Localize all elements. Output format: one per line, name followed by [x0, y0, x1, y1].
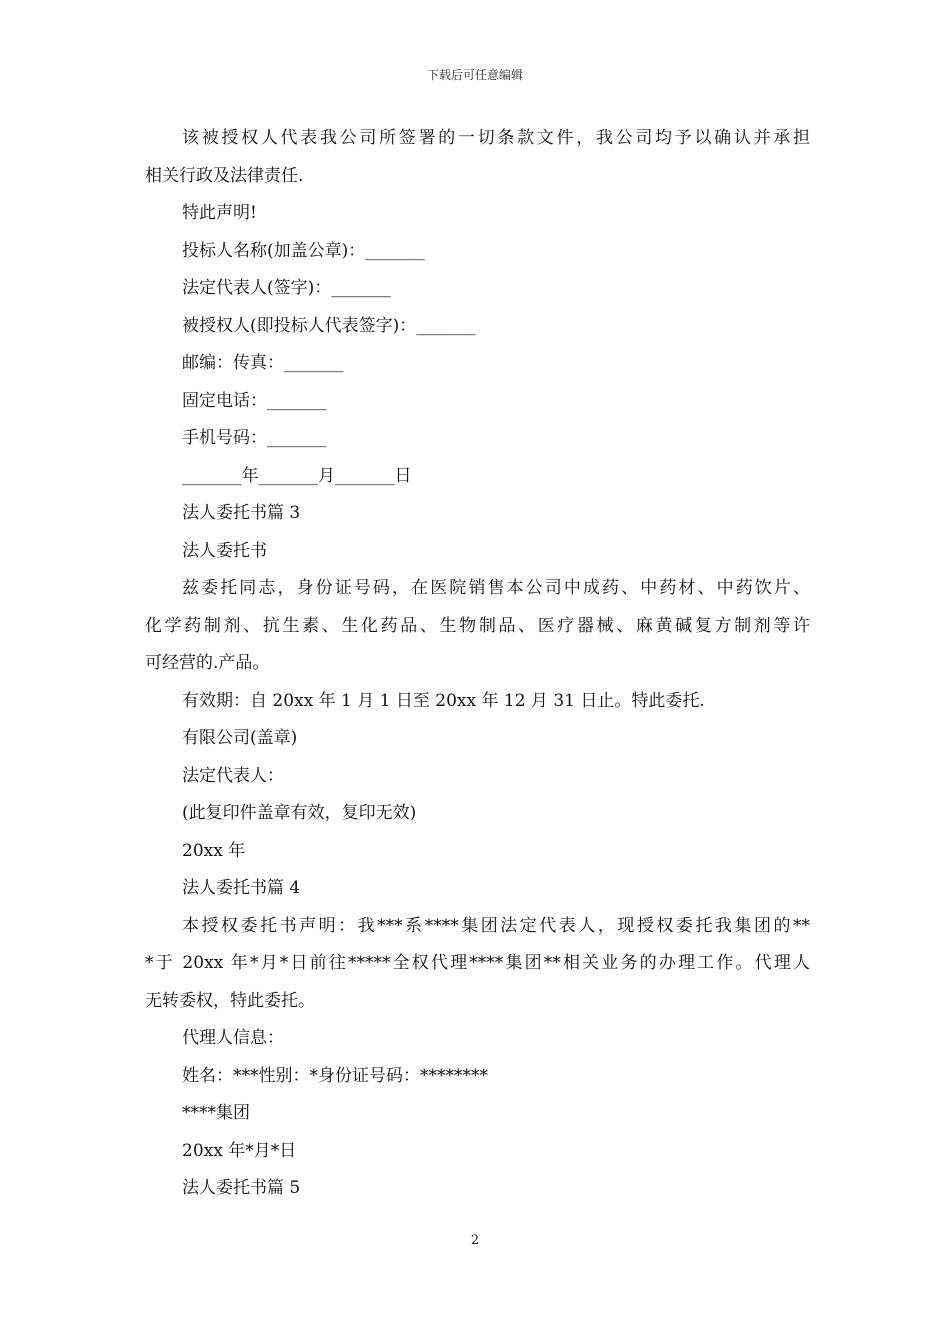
text-line: 固定电话：_______	[182, 390, 327, 411]
text-line: 法人委托书篇 5	[182, 1178, 301, 1198]
text-line: 投标人名称(加盖公章)：_______	[182, 240, 425, 261]
text-line: 法定代表人：	[182, 765, 284, 786]
text-line: 无转委权，特此委托。	[145, 990, 315, 1011]
text-line: 兹委托同志，身份证号码，在医院销售本公司中成药、中药材、中药饮片、	[182, 578, 810, 598]
text-line: 特此声明!	[182, 203, 257, 223]
text-line: 被授权人(即投标人代表签字)：_______	[182, 315, 476, 336]
text-line: 相关行政及法律责任.	[145, 165, 304, 186]
document-body	[145, 120, 810, 1208]
page-number: 2	[470, 1233, 480, 1248]
text-line: 本授权委托书声明：我***系****集团法定代表人，现授权委托我集团的**	[182, 915, 810, 936]
text-line: 20xx 年	[182, 840, 246, 861]
text-line: (此复印件盖章有效，复印无效)	[182, 803, 417, 823]
text-line: 有限公司(盖章)	[182, 728, 298, 748]
text-line: 邮编：传真：_______	[182, 353, 344, 373]
text-line: 化学药制剂、抗生素、生化药品、生物制品、医疗器械、麻黄碱复方制剂等许	[145, 615, 810, 636]
text-line: 手机号码：_______	[182, 428, 327, 448]
text-line: 法人委托书篇 4	[182, 878, 301, 898]
text-line: 有效期：自 20xx 年 1 月 1 日至 20xx 年 12 月 31 日止。特此委托.	[182, 690, 705, 711]
text-line: 法人委托书	[182, 540, 267, 561]
text-line: 法定代表人(签字)：_______	[182, 278, 391, 298]
text-line: 可经营的.产品。	[145, 653, 270, 673]
text-line: 代理人信息：	[182, 1028, 284, 1048]
text-line: ****集团	[182, 1103, 250, 1123]
text-line: _______年_______月_______日	[182, 465, 412, 486]
text-line: 姓名：***性别：*身份证号码：********	[182, 1065, 488, 1086]
page-header: 下载后可任意编辑	[426, 68, 523, 82]
text-line: *于 20xx 年*月*日前往*****全权代理****集团**相关业务的办理工作。代理人	[145, 953, 810, 973]
text-line: 20xx 年*月*日	[182, 1140, 297, 1161]
text-line: 该被授权人代表我公司所签署的一切条款文件，我公司均予以确认并承担	[182, 128, 810, 148]
text-line: 法人委托书篇 3	[182, 503, 301, 523]
